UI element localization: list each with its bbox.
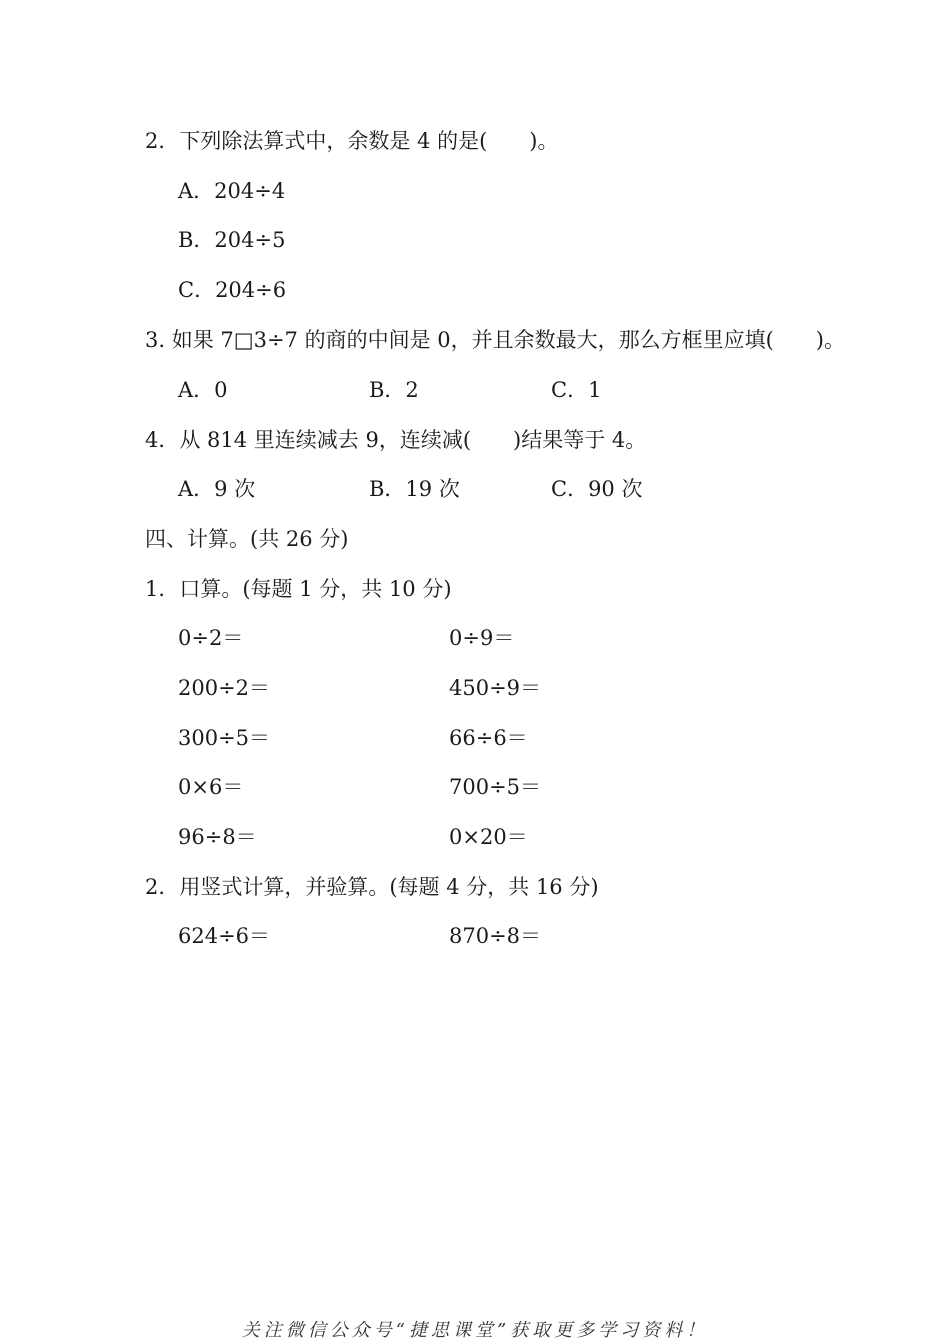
question-4-option-c: C．90 次: [551, 477, 643, 501]
question-4-stem: 4．从 814 里连续减去 9，连续减( )结果等于 4。: [145, 428, 647, 452]
oral-calc-item: 0÷9＝: [449, 626, 515, 650]
part-2-title: 2．用竖式计算，并验算。(每题 4 分，共 16 分): [145, 875, 599, 899]
question-3-option-a: A．0: [178, 378, 228, 402]
question-3-option-b: B．2: [369, 378, 419, 402]
question-3-option-c: C．1: [551, 378, 602, 402]
vertical-calc-item: 624÷6＝: [178, 924, 271, 948]
question-2-stem: 2．下列除法算式中，余数是 4 的是( )。: [145, 129, 559, 153]
question-2-option-b: B．204÷5: [178, 228, 286, 252]
oral-calc-item: 200÷2＝: [178, 676, 271, 700]
oral-calc-item: 700÷5＝: [449, 775, 542, 799]
oral-calc-item: 0÷2＝: [178, 626, 244, 650]
oral-calc-item: 0×6＝: [178, 775, 244, 799]
oral-calc-item: 96÷8＝: [178, 825, 257, 849]
question-2-option-c: C．204÷6: [178, 278, 287, 302]
question-4-option-b: B．19 次: [369, 477, 460, 501]
oral-calc-item: 0×20＝: [449, 825, 528, 849]
footer-watermark: 关注微信公众号“捷思课堂”获取更多学习资料！: [241, 1320, 709, 1341]
oral-calc-item: 300÷5＝: [178, 726, 271, 750]
vertical-calc-item: 870÷8＝: [449, 924, 542, 948]
question-2-option-a: A．204÷4: [178, 179, 286, 203]
oral-calc-item: 450÷9＝: [449, 676, 542, 700]
part-1-title: 1．口算。(每题 1 分，共 10 分): [145, 577, 452, 601]
question-3-stem: 3. 如果 7□3÷7 的商的中间是 0，并且余数最大，那么方框里应填( )。: [145, 328, 846, 352]
question-4-option-a: A．9 次: [178, 477, 256, 501]
oral-calc-item: 66÷6＝: [449, 726, 528, 750]
section-4-title: 四、计算。(共 26 分): [145, 527, 349, 551]
